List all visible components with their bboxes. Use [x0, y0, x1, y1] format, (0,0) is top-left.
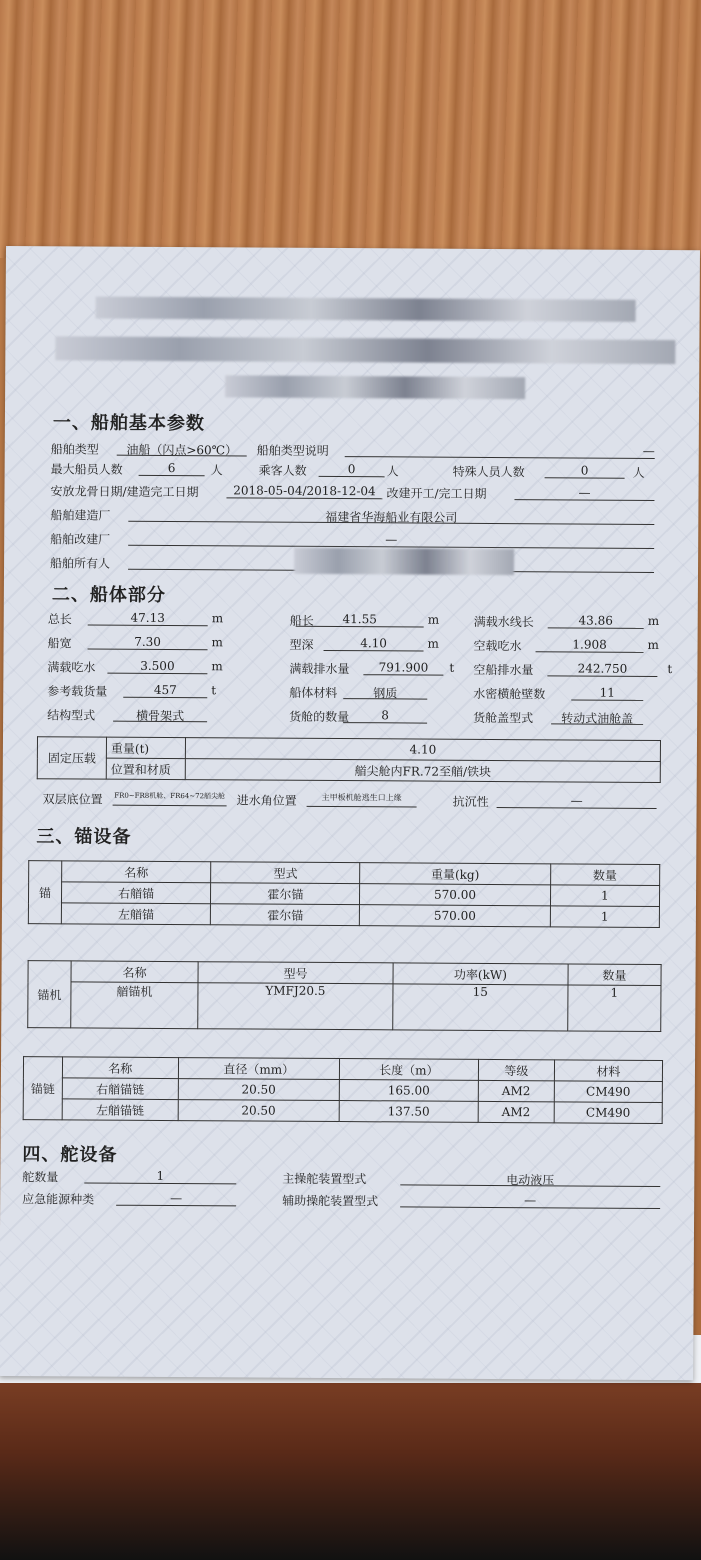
full-draft-unit: m: [211, 659, 223, 674]
certificate-page: [0, 246, 700, 1380]
lpp-label: 船长: [289, 613, 314, 628]
anchor-header-name: 名称: [62, 861, 211, 883]
flood-value: 主甲板机舱逃生口上缘: [307, 792, 417, 808]
windlass-header-model: 型号: [198, 962, 393, 984]
wood-table-background: [0, 0, 701, 258]
double-bottom-label: 双层底位置: [42, 792, 103, 807]
floor-background: [0, 1380, 701, 1560]
ship-type-desc-value: —: [345, 442, 655, 459]
anchor-cell: 左艏锚: [61, 903, 210, 925]
main-steer-label: 主操舵装置型式: [282, 1171, 367, 1187]
position-label: 位置和材质: [106, 758, 185, 779]
redacted-header-line-1: [96, 297, 636, 322]
double-bottom-value: FR0~FR8机舱、FR64~72艏尖舱: [113, 791, 227, 807]
full-draft-label: 满载吃水: [47, 660, 96, 675]
windlass-cell: 艏锚机: [71, 982, 198, 1029]
bulkheads-label: 水密横舱壁数: [473, 686, 546, 702]
anchor-cell: 霍尔锚: [211, 883, 360, 905]
ballast-table: [37, 736, 661, 783]
light-draft-unit: m: [647, 637, 660, 652]
sink-value: —: [497, 793, 657, 809]
lwl-label: 满载水线长: [473, 614, 534, 630]
rebuilder-label: 船舶改建厂: [50, 532, 111, 547]
chain-cell: 165.00: [339, 1080, 478, 1102]
emergency-label: 应急能源种类: [22, 1192, 95, 1207]
chain-cell: 20.50: [178, 1100, 340, 1122]
anchor-header-type: 型式: [211, 862, 360, 884]
flood-label: 进水角位置: [236, 793, 297, 808]
chain-header-material: 材料: [554, 1060, 662, 1082]
anchor-cell: 570.00: [360, 905, 550, 927]
loa-label: 总长: [47, 612, 72, 627]
rudders-label: 舵数量: [22, 1170, 59, 1185]
breadth-unit: m: [211, 635, 224, 650]
windlass-cell: YMFJ20.5: [198, 983, 393, 1030]
chain-cell: 137.50: [339, 1101, 478, 1123]
rebuilder-value: —: [128, 531, 654, 549]
chain-header-length: 长度（m）: [340, 1059, 479, 1081]
windlass-header-qty: 数量: [568, 964, 661, 986]
chain-header-diameter: 直径（mm）: [178, 1058, 340, 1080]
aux-steer-value: —: [400, 1192, 660, 1209]
rebuild-label: 改建开工/完工日期: [386, 486, 487, 501]
anchor-cell: 1: [550, 885, 660, 907]
ship-type-desc-label: 船舶类型说明: [256, 443, 329, 458]
aux-steer-label: 辅助操舵装置型式: [282, 1193, 379, 1209]
passengers-label: 乘客人数: [258, 463, 307, 478]
chain-cell: CM490: [554, 1081, 662, 1103]
special-unit: 人: [632, 465, 645, 480]
light-disp-unit: t: [667, 662, 673, 677]
anchor-group-label: 锚: [28, 861, 61, 924]
lpp-unit: m: [427, 612, 440, 627]
depth-label: 型深: [289, 637, 314, 652]
anchor-cell: 1: [550, 906, 660, 928]
passengers-unit: 人: [386, 464, 399, 479]
breadth-value: 7.30: [88, 635, 208, 651]
section-2-title: 二、船体部分: [51, 584, 166, 606]
material-label: 船体材料: [289, 685, 338, 701]
cargo-value: 457: [123, 683, 207, 699]
lwl-value: 43.86: [548, 613, 644, 629]
section-4-title: 四、舵设备: [22, 1144, 118, 1166]
anchor-table: [28, 860, 660, 928]
builder-label: 船舶建造厂: [50, 508, 111, 523]
weight-value: 4.10: [185, 738, 660, 762]
light-disp-label: 空船排水量: [473, 662, 534, 678]
windlass-header-name: 名称: [71, 961, 198, 983]
passengers-value: 0: [319, 462, 385, 477]
chain-group-label: 锚链: [23, 1057, 62, 1120]
windlass-header-power: 功率(kW): [393, 963, 568, 985]
full-draft-value: 3.500: [107, 659, 207, 675]
builder-value: 福建省华海船业有限公司: [128, 507, 654, 525]
redacted-owner: [294, 548, 514, 575]
chain-cell: AM2: [478, 1080, 554, 1101]
anchor-header-qty: 数量: [550, 864, 660, 886]
max-crew-value: 6: [139, 461, 205, 476]
depth-unit: m: [427, 636, 440, 651]
light-draft-value: 1.908: [536, 637, 644, 653]
rebuild-value: —: [514, 485, 654, 501]
light-draft-label: 空载吃水: [473, 638, 522, 654]
material-value: 钢质: [343, 684, 427, 700]
chain-table: [23, 1056, 663, 1124]
full-disp-value: 791.900: [363, 660, 443, 675]
main-steer-value: 电动液压: [400, 1170, 660, 1187]
special-value: 0: [545, 463, 625, 478]
chain-cell: 20.50: [178, 1079, 340, 1101]
windlass-cell: 15: [393, 984, 568, 1031]
special-label: 特殊人员人数: [452, 464, 525, 480]
owner-label: 船舶所有人: [50, 556, 111, 571]
lpp-value: 41.55: [296, 612, 424, 628]
table-row: [23, 1099, 662, 1124]
full-disp-label: 满载排水量: [289, 661, 350, 677]
redacted-header-line-2: [55, 336, 675, 364]
anchor-header-weight: 重量(kg): [360, 863, 550, 885]
ship-type-label: 船舶类型: [50, 442, 99, 457]
hatch-label: 货舱盖型式: [473, 710, 534, 726]
anchor-cell: 霍尔锚: [211, 904, 360, 926]
table-row: [28, 982, 661, 1032]
keel-date-value: 2018-05-04/2018-12-04: [226, 483, 382, 499]
section-3-title: 三、锚设备: [36, 826, 132, 848]
lwl-unit: m: [647, 613, 660, 628]
full-disp-unit: t: [449, 660, 455, 675]
structure-label: 结构型式: [47, 708, 96, 723]
table-row: [28, 903, 659, 928]
holds-label: 货舱的数量: [289, 709, 350, 725]
ship-type-value: 油船（闪点>60℃）: [117, 441, 247, 457]
ballast-label: 固定压载: [37, 737, 106, 779]
depth-value: 4.10: [324, 636, 424, 652]
max-crew-unit: 人: [210, 463, 223, 478]
cargo-label: 参考载货量: [47, 684, 108, 699]
light-disp-value: 242.750: [547, 661, 657, 677]
position-value: 艏尖舱内FR.72至艏/铁块: [185, 759, 660, 783]
bulkheads-value: 11: [571, 685, 643, 700]
keel-date-label: 安放龙骨日期/建造完工日期: [50, 484, 199, 500]
windlass-group-label: 锚机: [28, 961, 71, 1028]
cargo-unit: t: [211, 683, 217, 698]
chain-cell: AM2: [478, 1101, 554, 1122]
structure-value: 横骨架式: [113, 707, 207, 723]
chain-header-name: 名称: [62, 1057, 178, 1079]
redacted-header-line-3: [225, 375, 525, 399]
holds-value: 8: [343, 708, 427, 724]
loa-value: 47.13: [88, 611, 208, 627]
loa-unit: m: [211, 611, 224, 626]
rudders-value: 1: [84, 1168, 236, 1184]
windlass-cell: 1: [568, 985, 661, 1032]
section-1-title: 一、船舶基本参数: [52, 412, 205, 435]
windlass-table: [27, 960, 661, 1032]
chain-header-grade: 等级: [478, 1059, 554, 1080]
anchor-cell: 570.00: [360, 884, 550, 906]
max-crew-label: 最大船员人数: [50, 462, 123, 477]
emergency-value: —: [116, 1191, 236, 1207]
weight-label: 重量(t): [106, 737, 185, 758]
chain-cell: 左艏锚链: [62, 1099, 178, 1121]
breadth-label: 船宽: [47, 636, 72, 651]
hatch-value: 转动式油舱盖: [551, 709, 643, 725]
chain-cell: CM490: [554, 1102, 662, 1124]
sink-label: 抗沉性: [452, 794, 489, 809]
chain-cell: 右艏锚链: [62, 1078, 178, 1100]
anchor-cell: 右艏锚: [61, 882, 210, 904]
